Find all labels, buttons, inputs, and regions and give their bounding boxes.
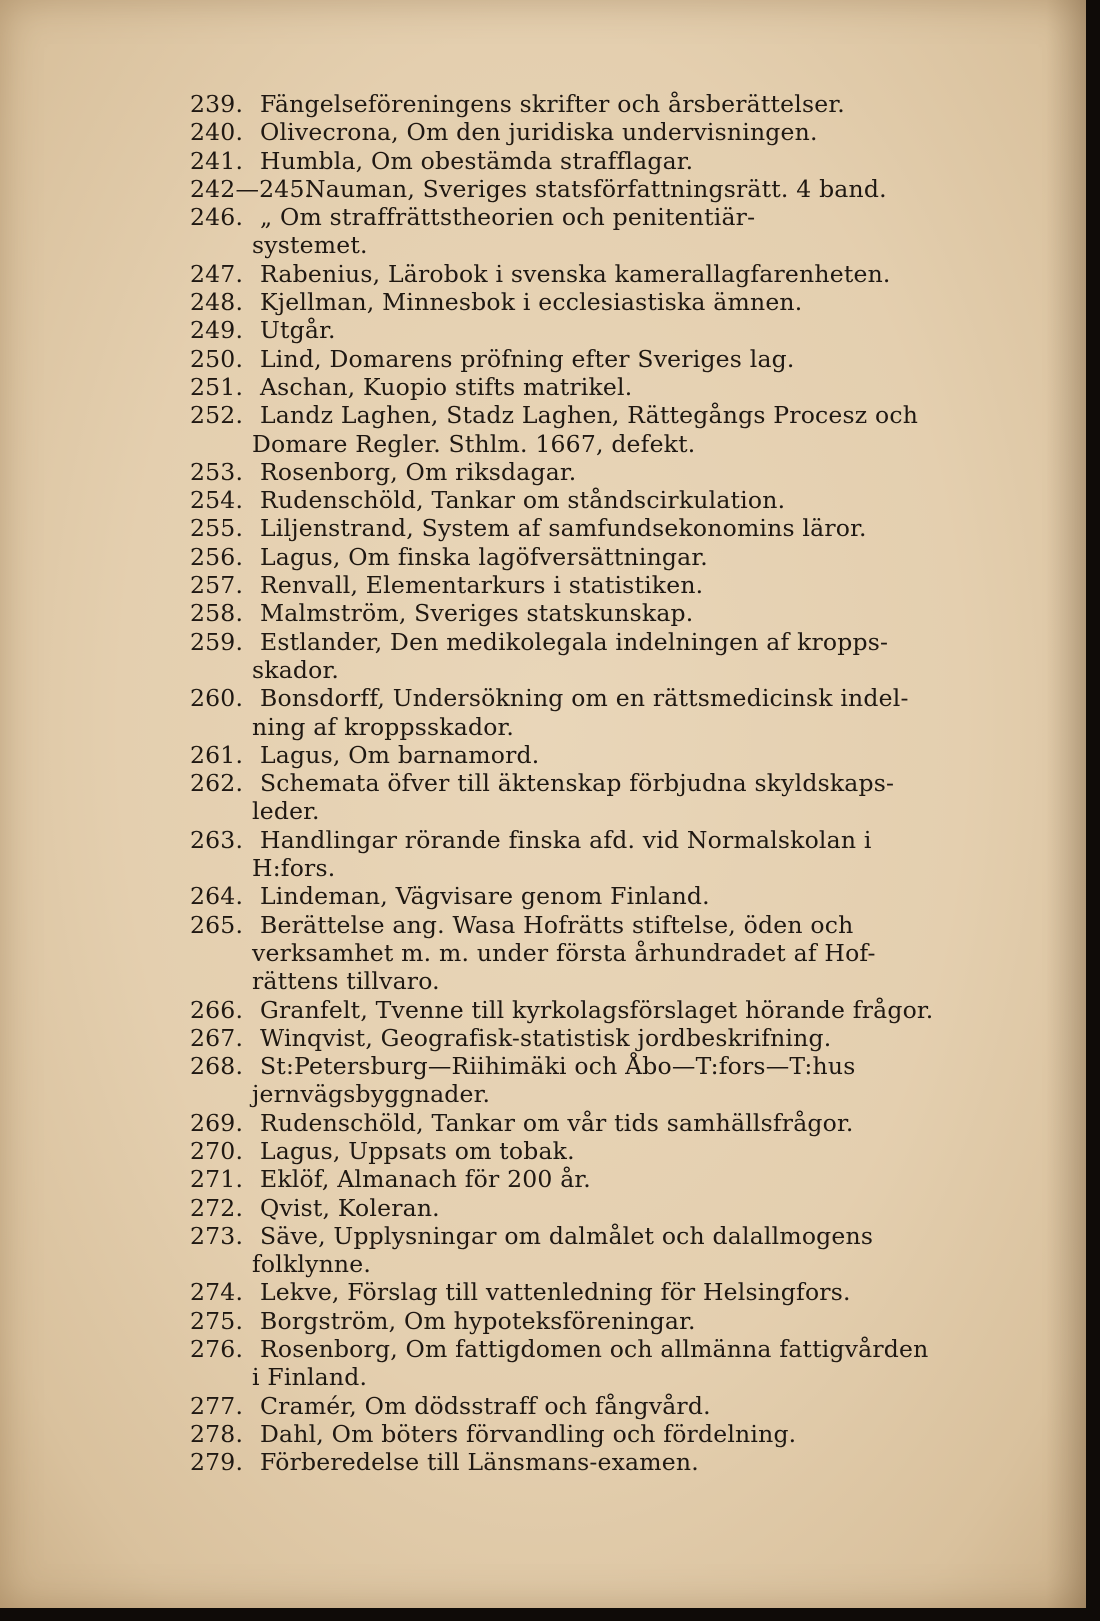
entry-number: 249. xyxy=(190,316,244,345)
entry-number: 263. xyxy=(190,825,244,854)
catalog-entry xyxy=(190,543,930,571)
entry-number: 240. xyxy=(190,118,244,147)
entry-line: Fängelseföreningens skrifter och årsberättelser. xyxy=(260,90,845,118)
entry-number: 266. xyxy=(190,995,244,1024)
entry-line: folklynne. xyxy=(252,1250,372,1279)
entry-number: 252. xyxy=(190,401,244,430)
entry-line: Lindeman, Vägvisare genom Finland. xyxy=(260,882,710,911)
entry-text xyxy=(260,147,930,175)
catalog-entry xyxy=(190,458,930,486)
entry-text xyxy=(260,514,930,542)
entry-text xyxy=(260,1307,930,1335)
entry-text xyxy=(260,1024,930,1052)
entry-line: Estlander, Den medikolegala indelningen af kropps- xyxy=(260,627,889,656)
entry-number: 264. xyxy=(190,882,244,911)
catalog-entry xyxy=(190,1278,930,1306)
entry-number: 258. xyxy=(190,599,244,628)
entry-text xyxy=(260,1278,930,1306)
entry-text xyxy=(260,373,930,401)
entry-line: Nauman, Sveriges statsförfattningsrätt. 4 band. xyxy=(305,174,887,203)
catalog-entry xyxy=(190,1392,930,1420)
entry-text xyxy=(252,627,930,685)
catalog-entry xyxy=(190,118,930,146)
entry-number: 279. xyxy=(190,1448,244,1477)
catalog-entry xyxy=(190,514,930,542)
entry-line: verksamhet m. m. under första århundradet af Hof- xyxy=(252,938,876,967)
entry-text xyxy=(252,1221,930,1279)
entry-text xyxy=(260,599,930,627)
catalog-entry xyxy=(190,1052,930,1109)
entry-line: Rudenschöld, Tankar om ståndscirkulation. xyxy=(260,486,786,515)
entry-number: 254. xyxy=(190,486,244,515)
entry-line: H:fors. xyxy=(252,854,336,883)
entry-number: 277. xyxy=(190,1391,244,1420)
entry-number: 251. xyxy=(190,372,244,401)
entry-number: 278. xyxy=(190,1419,244,1448)
entry-line: Dahl, Om böters förvandling och fördelning. xyxy=(260,1419,797,1448)
entry-number: 256. xyxy=(190,542,244,571)
entry-number: 250. xyxy=(190,344,244,373)
entry-line: Rabenius, Lärobok i svenska kamerallagfarenheten. xyxy=(260,259,891,288)
entry-number: 265. xyxy=(190,910,244,939)
entry-number: 246. xyxy=(190,203,244,232)
entry-line: Lagus, Om finska lagöfversättningar. xyxy=(260,542,708,571)
entry-line: Liljenstrand, System af samfundsekonomins läror. xyxy=(260,514,867,543)
catalog-entry xyxy=(190,826,930,883)
catalog-entry xyxy=(190,1335,930,1392)
catalog-entry xyxy=(190,684,930,741)
catalog-entry xyxy=(190,741,930,769)
entry-text xyxy=(260,1420,930,1448)
catalog-entry xyxy=(190,1307,930,1335)
entry-line: Domare Regler. Sthlm. 1667, defekt. xyxy=(252,429,696,458)
catalog-entry xyxy=(190,571,930,599)
entry-text xyxy=(190,175,930,203)
entry-line: St:Petersburg—Riihimäki och Åbo—T:fors—T:hus xyxy=(260,1052,856,1081)
entry-text xyxy=(252,401,930,458)
catalog-entry xyxy=(190,628,930,685)
entry-line: i Finland. xyxy=(252,1363,368,1392)
entry-line: Qvist, Koleran. xyxy=(260,1193,440,1222)
entry-text xyxy=(252,910,930,996)
entry-text xyxy=(260,1392,930,1420)
catalog-entry: 242—245. Nauman, Sveriges statsförfattningsrätt. 4 band. xyxy=(190,175,930,203)
entry-number: 248. xyxy=(190,288,244,317)
entry-number: 271. xyxy=(190,1165,244,1194)
catalog-entry xyxy=(190,1222,930,1279)
entry-line: Lagus, Om barnamord. xyxy=(260,740,540,769)
entry-line: leder. xyxy=(252,797,320,826)
page-edge-shadow xyxy=(1046,0,1086,1608)
entry-line: Malmström, Sveriges statskunskap. xyxy=(260,599,694,628)
entry-line: Borgström, Om hypoteksföreningar. xyxy=(260,1306,696,1335)
catalog-entry xyxy=(190,769,930,826)
entry-text xyxy=(260,288,930,316)
catalog-entry xyxy=(190,147,930,175)
entry-text xyxy=(260,1448,930,1476)
entry-text xyxy=(260,996,933,1024)
catalog-entry xyxy=(190,1165,930,1193)
entry-number: 261. xyxy=(190,740,244,769)
entry-line: Berättelse ang. Wasa Hofrätts stiftelse, öden och xyxy=(260,910,854,939)
entry-line: Rosenborg, Om fattigdomen och allmänna fattigvården xyxy=(260,1335,929,1364)
entry-text xyxy=(260,1165,930,1193)
entry-line: Handlingar rörande finska afd. vid Normalskolan i xyxy=(260,825,872,854)
entry-line: Eklöf, Almanach för 200 år. xyxy=(260,1165,591,1194)
entry-line: Säve, Upplysningar om dalmålet och dalallmogens xyxy=(260,1221,874,1250)
entry-text xyxy=(260,90,930,118)
entry-line: ning af kroppsskador. xyxy=(252,712,515,741)
catalog-entry xyxy=(190,911,930,996)
catalog-entry xyxy=(190,1024,930,1052)
entry-text xyxy=(252,1052,930,1109)
entry-line: Utgår. xyxy=(260,316,336,345)
catalog-entry xyxy=(190,882,930,910)
entry-line: Rosenborg, Om riksdagar. xyxy=(260,457,577,486)
catalog-entry xyxy=(190,1137,930,1165)
entry-line: Förberedelse till Länsmans-examen. xyxy=(260,1448,699,1477)
catalog-entry xyxy=(190,90,930,118)
entry-line: Schemata öfver till äktenskap förbjudna skyldskaps- xyxy=(260,769,895,798)
entry-text xyxy=(252,1335,930,1392)
entry-line: Olivecrona, Om den juridiska undervisningen. xyxy=(260,118,818,147)
entry-number: 267. xyxy=(190,1023,244,1052)
entry-number: 270. xyxy=(190,1136,244,1165)
entry-number: 259. xyxy=(190,627,244,656)
entry-number: 274. xyxy=(190,1278,244,1307)
entry-text xyxy=(252,825,930,883)
catalog-entry xyxy=(190,1194,930,1222)
entry-number: 275. xyxy=(190,1306,244,1335)
entry-number: 247. xyxy=(190,259,244,288)
entry-line: skador. xyxy=(252,655,340,684)
entry-line: Aschan, Kuopio stifts matrikel. xyxy=(260,372,633,401)
catalog-entry xyxy=(190,316,930,344)
entry-number: 268. xyxy=(190,1052,244,1081)
entry-line: Rudenschöld, Tankar om vår tids samhällsfrågor. xyxy=(260,1108,854,1137)
entry-text xyxy=(260,543,930,571)
entry-text xyxy=(252,684,930,741)
entry-line: Renvall, Elementarkurs i statistiken. xyxy=(260,571,704,600)
entry-number: 272. xyxy=(190,1193,244,1222)
entry-text xyxy=(260,316,930,344)
entry-line: Lekve, Förslag till vattenledning för Helsingfors. xyxy=(260,1278,851,1307)
entry-number: 262. xyxy=(190,769,244,798)
entry-line: Granfelt, Tvenne till kyrkolagsförslaget hörande frågor. xyxy=(260,995,934,1024)
entry-number: 239. xyxy=(190,90,244,118)
catalog-entry xyxy=(190,995,934,1024)
entry-number: 255. xyxy=(190,514,244,543)
entry-text xyxy=(260,118,930,146)
catalog-list xyxy=(190,90,934,1477)
entry-text xyxy=(260,1109,930,1137)
entry-line: jernvägsbyggnader. xyxy=(252,1080,491,1109)
entry-line: Lagus, Uppsats om tobak. xyxy=(260,1136,575,1165)
entry-text xyxy=(260,458,930,486)
entry-line: Humbla, Om obestämda strafflagar. xyxy=(260,146,694,175)
catalog-entry xyxy=(190,260,930,288)
entry-text xyxy=(260,260,930,288)
entry-line: systemet. xyxy=(252,231,368,260)
entry-line: Bonsdorff, Undersökning om en rättsmedicinsk indel- xyxy=(260,684,909,713)
catalog-entry xyxy=(190,1420,930,1448)
entry-text xyxy=(260,1137,930,1165)
entry-number: 257. xyxy=(190,571,244,600)
catalog-entry xyxy=(190,288,930,316)
entry-number: 269. xyxy=(190,1108,244,1137)
entry-text xyxy=(260,741,930,769)
entry-text xyxy=(252,769,930,826)
entry-line: Landz Laghen, Stadz Laghen, Rättegångs Procesz och xyxy=(260,401,919,430)
entry-line: Lind, Domarens pröfning efter Sveriges lag. xyxy=(260,344,795,373)
entry-line: Kjellman, Minnesbok i ecclesiastiska ämnen. xyxy=(260,288,803,317)
catalog-entry xyxy=(190,486,930,514)
catalog-entry xyxy=(190,401,930,458)
entry-line: rättens tillvaro. xyxy=(252,967,440,996)
catalog-entry xyxy=(190,345,930,373)
entry-number: 260. xyxy=(190,684,244,713)
catalog-entry xyxy=(190,1109,930,1137)
entry-number: 253. xyxy=(190,457,244,486)
entry-text xyxy=(260,571,930,599)
catalog-entry xyxy=(190,1448,930,1476)
entry-text xyxy=(260,882,930,910)
catalog-entry xyxy=(190,373,930,401)
entry-text xyxy=(252,203,930,260)
entry-line: Cramér, Om dödsstraff och fångvård. xyxy=(260,1391,711,1420)
entry-text xyxy=(260,345,930,373)
entry-line: Winqvist, Geografisk-statistisk jordbeskrifning. xyxy=(260,1023,832,1052)
entry-text xyxy=(260,1194,930,1222)
entry-number: 241. xyxy=(190,146,244,175)
entry-number: 273. xyxy=(190,1221,244,1250)
entry-text xyxy=(260,486,930,514)
entry-line: „ Om straffrättstheorien och penitentiär- xyxy=(260,203,756,232)
catalog-entry xyxy=(190,203,930,260)
catalog-entry xyxy=(190,599,930,627)
entry-number: 276. xyxy=(190,1335,244,1364)
